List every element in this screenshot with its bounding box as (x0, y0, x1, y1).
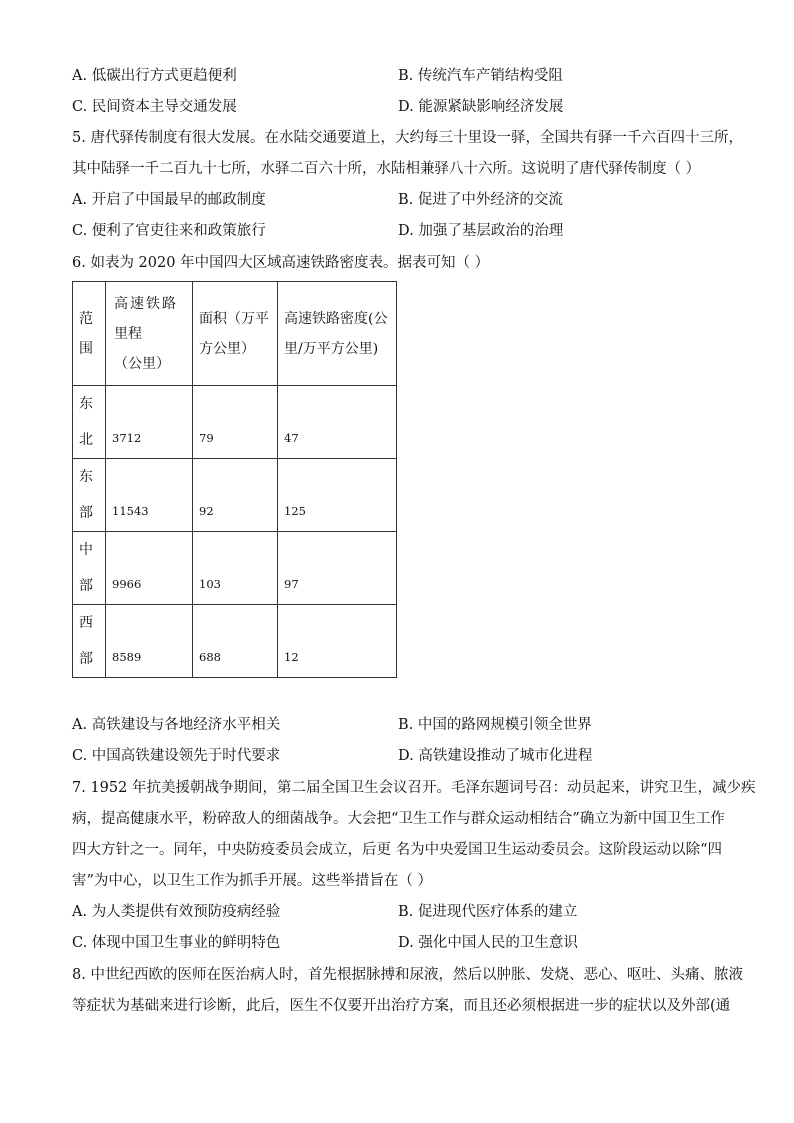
row-region: 东 部 (73, 459, 106, 532)
q6-option-b: B. 中国的路网规模引领全世界 (398, 717, 592, 733)
q5-stem-line-1: 5. 唐代驿传制度有很大发展。在水陆交通要道上，大约每三十里设一驿，全国共有驿一千六百四十三所， (72, 130, 743, 146)
q7-stem-line-4: 害”为中心，以卫生工作为抓手开展。这些举措旨在（ ） (72, 873, 433, 889)
header-region: 范 围 (73, 282, 106, 386)
cell-mileage: 3712 (106, 386, 193, 459)
q5-option-b: B. 促进了中外经济的交流 (398, 192, 563, 208)
hsr-density-table (72, 281, 397, 678)
cell-density: 12 (278, 605, 397, 678)
q7-stem-line-3: 四大方针之一。同年，中央防疫委员会成立，后更 名为中央爱国卫生运动委员会。这阶段运动以除“四 (72, 842, 723, 858)
q5-stem-line-2: 其中陆驿一千二百九十七所，水驿二百六十所，水陆相兼驿八十六所。这说明了唐代驿传制度（ ） (72, 161, 701, 177)
q7-option-c: C. 体现中国卫生事业的鲜明特色 (72, 935, 281, 951)
table-row (73, 532, 397, 605)
q6-stem: 6. 如表为 2020 年中国四大区域高速铁路密度表。据表可知（ ） (72, 255, 490, 271)
table-header-row (73, 282, 397, 386)
q7-option-a: A. 为人类提供有效预防疫病经验 (72, 904, 281, 920)
q5-option-a: A. 开启了中国最早的邮政制度 (72, 192, 266, 208)
q4-option-a: A. 低碳出行方式更趋便利 (72, 68, 237, 84)
cell-mileage: 11543 (106, 459, 193, 532)
row-region: 东 北 (73, 386, 106, 459)
row-region: 西 部 (73, 605, 106, 678)
table-row (73, 459, 397, 532)
cell-mileage: 9966 (106, 532, 193, 605)
q6-option-d: D. 高铁建设推动了城市化进程 (398, 748, 593, 764)
q7-stem-line-1: 7. 1952 年抗美援朝战争期间，第二届全国卫生会议召开。毛泽东题词号召：动员起来，讲究卫生，减少疾 (72, 780, 756, 796)
q8-stem-line-2: 等症状为基础来进行诊断，此后，医生不仅要开出治疗方案，而且还必须根据进一步的症状以及外部(通 (72, 998, 731, 1014)
q7-option-d: D. 强化中国人民的卫生意识 (398, 935, 578, 951)
q6-option-c: C. 中国高铁建设领先于时代要求 (72, 748, 281, 764)
table-row (73, 605, 397, 678)
q7-stem-line-2: 病，提高健康水平，粉碎敌人的细菌战争。大会把“卫生工作与群众运动相结合”确立为新中国卫生工作 (72, 811, 725, 827)
q4-option-d: D. 能源紧缺影响经济发展 (398, 99, 564, 115)
cell-mileage: 8589 (106, 605, 193, 678)
cell-area: 92 (193, 459, 278, 532)
cell-density: 125 (278, 459, 397, 532)
q5-option-d: D. 加强了基层政治的治理 (398, 223, 564, 239)
q5-option-c: C. 便利了官吏往来和政策旅行 (72, 223, 266, 239)
q4-option-c: C. 民间资本主导交通发展 (72, 99, 237, 115)
cell-density: 97 (278, 532, 397, 605)
cell-area: 688 (193, 605, 278, 678)
header-mileage: 高速铁路 里程 （公里） (106, 282, 193, 386)
row-region: 中 部 (73, 532, 106, 605)
q8-stem-line-1: 8. 中世纪西欧的医师在医治病人时，首先根据脉搏和尿液，然后以肿胀、发烧、恶心、呕吐、头痛、脓液 (72, 967, 743, 983)
cell-density: 47 (278, 386, 397, 459)
q7-option-b: B. 促进现代医疗体系的建立 (398, 904, 578, 920)
cell-area: 103 (193, 532, 278, 605)
q4-option-b: B. 传统汽车产销结构受阻 (398, 68, 563, 84)
header-density: 高速铁路密度(公 里/万平方公里) (278, 282, 397, 386)
q6-option-a: A. 高铁建设与各地经济水平相关 (72, 717, 281, 733)
header-area: 面积（万平 方公里） (193, 282, 278, 386)
table-row (73, 386, 397, 459)
cell-area: 79 (193, 386, 278, 459)
